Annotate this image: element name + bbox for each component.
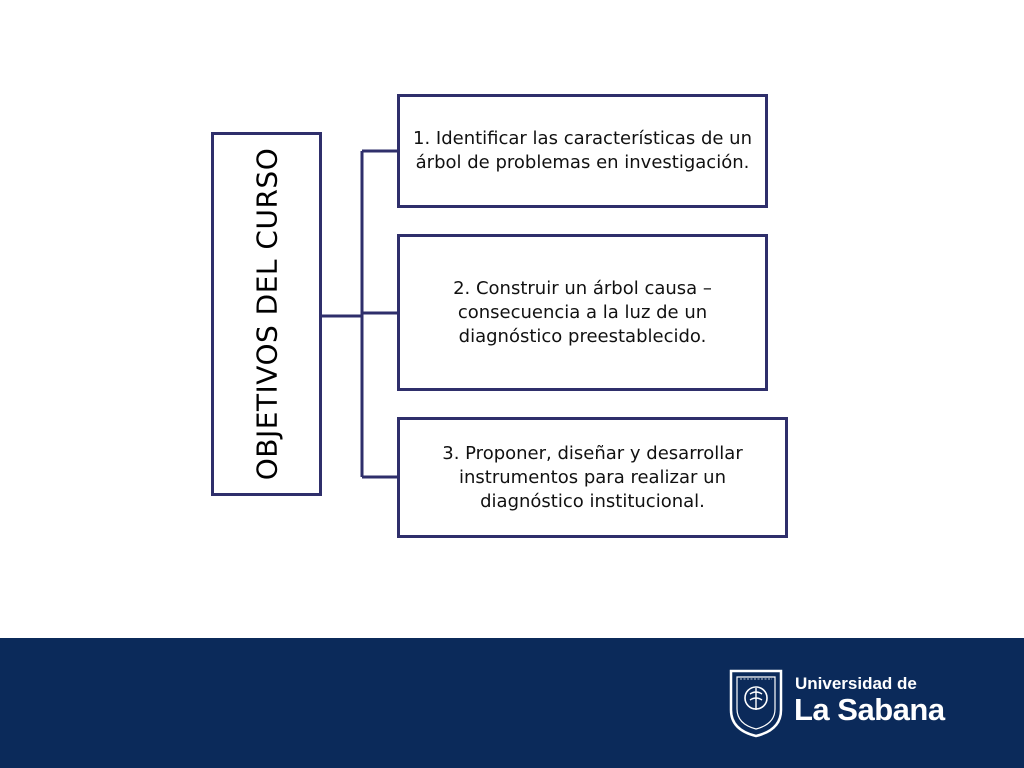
university-name-line1: Universidad de xyxy=(795,674,917,693)
university-name-line2: La Sabana xyxy=(794,692,945,727)
objective-node-3 xyxy=(397,417,788,538)
objective-node-2-text: 2. Construir un árbol causa – consecuencia a la luz de un diagnóstico preestablecido. xyxy=(453,277,712,347)
root-node-label: OBJETIVOS DEL CURSO xyxy=(250,147,283,481)
root-node-box xyxy=(211,132,322,496)
objective-node-2 xyxy=(397,234,768,391)
objective-node-1 xyxy=(397,94,768,208)
objective-node-3-text: 3. Proponer, diseñar y desarrollar instrumentos para realizar un diagnóstico institucional. xyxy=(442,442,743,512)
university-shield-icon xyxy=(728,668,784,738)
objective-node-1-text: 1. Identificar las características de un árbol de problemas en investigación. xyxy=(413,128,752,173)
